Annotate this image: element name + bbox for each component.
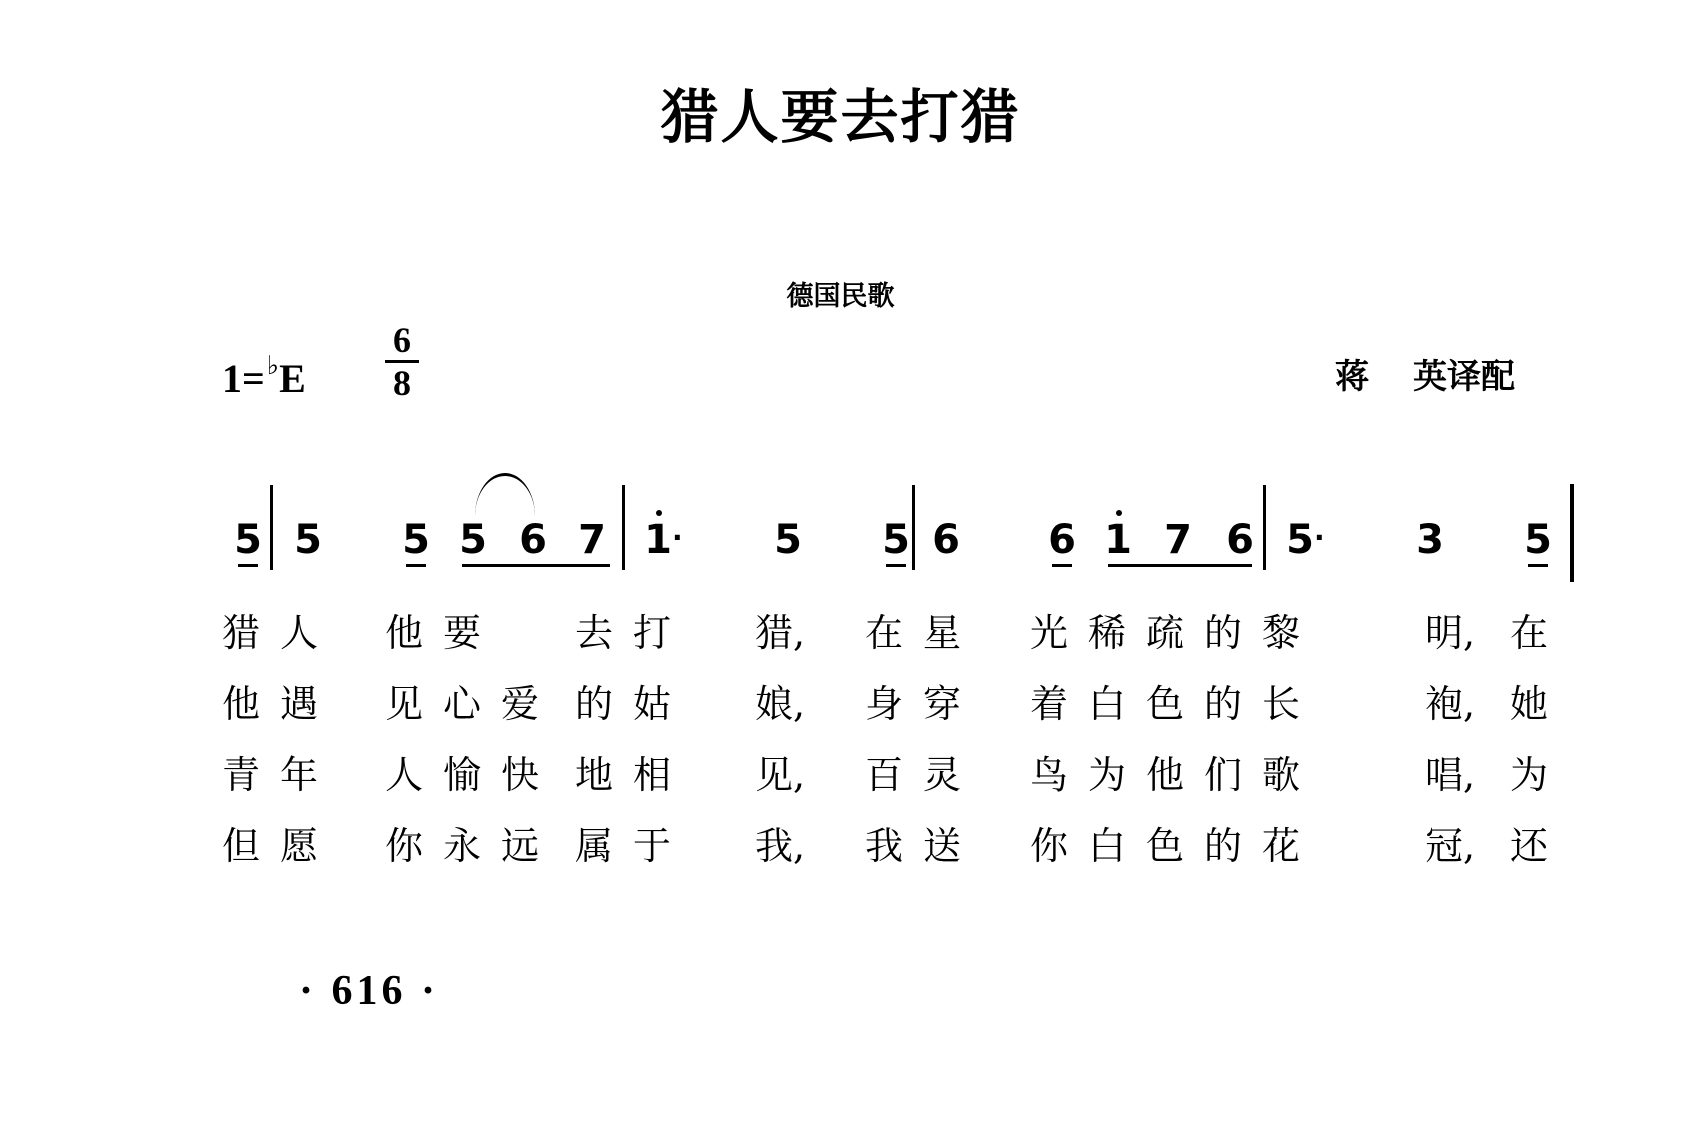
note: 5 (230, 520, 266, 560)
lyric-char: 快 (501, 753, 540, 797)
lyric-char: 的 (1204, 611, 1243, 655)
lyric-char: 猎 (222, 611, 261, 655)
note: 7 (578, 517, 606, 563)
key-note: E (279, 356, 306, 401)
beam (462, 564, 610, 567)
note: 6 (519, 517, 547, 563)
lyric-char: 还 (1510, 824, 1549, 868)
lyric-char: 你 (385, 824, 424, 868)
lyric-char: 在 (865, 611, 904, 655)
note: 5 (1520, 520, 1556, 560)
lyric-char: 要 (443, 611, 482, 655)
note: 5 (878, 520, 914, 560)
lyric-char: 鸟 (1030, 753, 1069, 797)
note: 7 (1164, 517, 1192, 563)
note: 5 (398, 520, 434, 560)
bar-line (912, 485, 915, 570)
lyric-line-3 (0, 753, 1681, 800)
lyric-char: 花 (1262, 824, 1301, 868)
lyric-char: 他 (1146, 753, 1185, 797)
lyric-char: 色 (1146, 682, 1185, 726)
bar-line (622, 485, 625, 570)
time-denominator: 8 (393, 363, 411, 403)
lyric-char: 为 (1088, 753, 1127, 797)
time-signature (385, 322, 419, 401)
lyric-char: 于 (633, 824, 672, 868)
lyric-char: 他 (222, 682, 261, 726)
note-high: 1 (640, 520, 676, 560)
lyric-char: 穿 (923, 682, 962, 726)
lyric-char: 相 (633, 753, 672, 797)
lyric-char: 黎 (1262, 611, 1301, 655)
lyric-char: 见, (755, 753, 806, 797)
lyric-char: 为 (1510, 753, 1549, 797)
lyric-char: 星 (923, 611, 962, 655)
note: 6 (1044, 520, 1080, 560)
credit-surname: 蒋 (1335, 357, 1369, 397)
page-number: · 616 · (299, 968, 440, 1014)
lyric-char: 你 (1030, 824, 1069, 868)
augmentation-dot: · (672, 521, 683, 554)
lyric-char: 明, (1425, 611, 1476, 655)
lyric-char: 的 (1204, 682, 1243, 726)
lyric-char: 姑 (633, 682, 672, 726)
lyric-line-2 (0, 682, 1681, 729)
lyric-char: 冠, (1425, 824, 1476, 868)
lyric-char: 的 (575, 682, 614, 726)
note: 5 (459, 517, 487, 563)
lyric-char: 年 (280, 753, 319, 797)
lyric-char: 身 (865, 682, 904, 726)
augmentation-dot: · (1314, 521, 1325, 554)
note: 5 (294, 517, 322, 563)
lyric-char: 着 (1030, 682, 1069, 726)
lyric-char: 见 (385, 682, 424, 726)
lyric-char: 猎, (755, 611, 806, 655)
lyric-char: 唱, (1425, 753, 1476, 797)
lyric-char: 远 (501, 824, 540, 868)
lyric-char: 心 (443, 682, 482, 726)
lyric-char: 青 (222, 753, 261, 797)
lyric-char: 爱 (501, 682, 540, 726)
lyric-char: 人 (385, 753, 424, 797)
lyric-char: 遇 (280, 682, 319, 726)
song-title: 猎人要去打猎 (660, 83, 1021, 151)
bar-line (1263, 485, 1266, 570)
translator-credit (1335, 357, 1515, 397)
lyric-char: 我 (865, 824, 904, 868)
note: 6 (932, 517, 960, 563)
flat-sign: ♭ (266, 351, 280, 380)
lyric-char: 属 (575, 824, 614, 868)
note: 5 (774, 517, 802, 563)
lyric-char: 稀 (1088, 611, 1127, 655)
note-high: 1 (1100, 520, 1136, 560)
lyric-char: 灵 (923, 753, 962, 797)
lyric-char: 人 (280, 611, 319, 655)
key-prefix: 1= (222, 356, 265, 401)
lyric-char: 地 (575, 753, 614, 797)
beam (1108, 564, 1252, 567)
lyric-char: 歌 (1262, 753, 1301, 797)
lyric-char: 他 (385, 611, 424, 655)
lyric-char: 她 (1510, 682, 1549, 726)
lyric-char: 去 (575, 611, 614, 655)
lyric-char: 愉 (443, 753, 482, 797)
lyric-line-4 (0, 824, 1681, 871)
note: 6 (1226, 517, 1254, 563)
lyric-char: 愿 (280, 824, 319, 868)
credit-rest: 英译配 (1413, 357, 1515, 397)
time-numerator: 6 (385, 322, 419, 363)
lyric-char: 的 (1204, 824, 1243, 868)
song-origin: 德国民歌 (786, 281, 895, 312)
lyric-char: 长 (1262, 682, 1301, 726)
lyric-char: 光 (1030, 611, 1069, 655)
lyric-char: 永 (443, 824, 482, 868)
lyric-char: 我, (755, 824, 806, 868)
lyric-char: 但 (222, 824, 261, 868)
lyric-char: 送 (923, 824, 962, 868)
lyric-char: 色 (1146, 824, 1185, 868)
lyric-line-1 (0, 611, 1681, 658)
slur (475, 473, 535, 516)
lyric-char: 疏 (1146, 611, 1185, 655)
lyric-char: 百 (865, 753, 904, 797)
lyric-char: 们 (1204, 753, 1243, 797)
lyric-char: 白 (1088, 682, 1127, 726)
note: 5 (1286, 517, 1314, 563)
bar-line (270, 485, 273, 570)
lyric-char: 白 (1088, 824, 1127, 868)
lyric-char: 打 (633, 611, 672, 655)
key-signature (222, 353, 306, 399)
lyric-char: 袍, (1425, 682, 1476, 726)
bar-line-end (1570, 484, 1574, 582)
note: 3 (1416, 517, 1444, 563)
lyric-char: 在 (1510, 611, 1549, 655)
lyric-char: 娘, (755, 682, 806, 726)
